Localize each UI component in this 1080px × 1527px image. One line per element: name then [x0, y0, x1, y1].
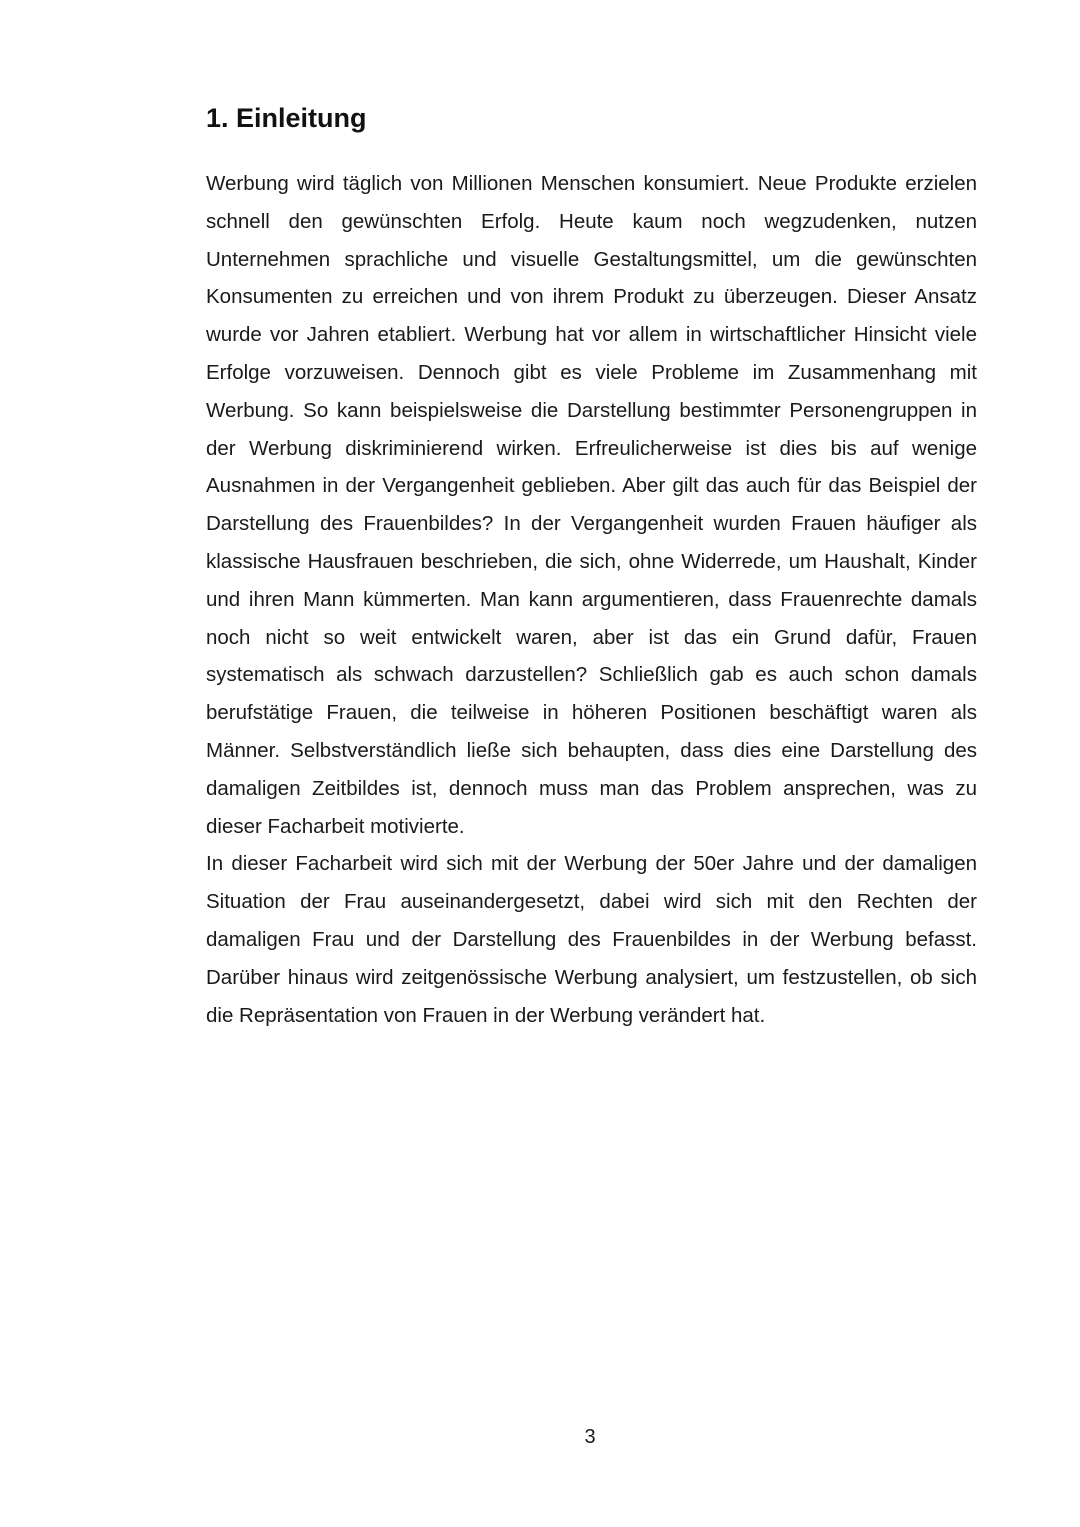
paragraph-1: Werbung wird täglich von Millionen Menschen konsumiert. Neue Produkte erzielen schnell den gewünschten Erfolg. Heute kaum noch wegzudenken, nutzen Unternehmen sprachliche und visuelle Gestaltungsmittel, um die gewünschten Konsumenten zu erreichen und von ihrem Produkt zu überzeugen. Dieser Ansatz wurde vor Jahren etabliert. Werbung hat vor allem in wirtschaftlicher Hinsicht viele Erfolge vorzuweisen. Dennoch gibt es viele Probleme im Zusammenhang mit Werbung. So kann beispielsweise die Darstellung bestimmter Personengruppen in der Werbung diskriminierend wirken. Erfreulicherweise ist dies bis auf wenige Ausnahmen in der Vergangenheit geblieben. Aber gilt das auch für das Beispiel der Darstellung des Frauenbildes? In der Vergangenheit wurden Frauen häufiger als klassische Hausfrauen beschrieben, die sich, ohne Widerrede, um Haushalt, Kinder und ihren Mann kümmerten. Man kann argumentieren, dass Frauenrechte damals noch nicht so weit entwickelt waren, aber ist das ein Grund dafür, Frauen systematisch als schwach darzustellen? Schließlich gab es auch schon damals berufstätige Frauen, die teilweise in höheren Positionen beschäftigt waren als Männer. Selbstverständlich ließe sich behaupten, dass dies eine Darstellung des damaligen Zeitbildes ist, dennoch muss man das Problem ansprechen, was zu dieser Facharbeit motivierte. [206, 172, 977, 838]
body-text [206, 165, 977, 1034]
paragraph-2: In dieser Facharbeit wird sich mit der Werbung der 50er Jahre und der damaligen Situation der Frau auseinandergesetzt, dabei wird sich mit den Rechten der damaligen Frau und der Darstellung des Frauenbildes in der Werbung befasst. Darüber hinaus wird zeitgenössische Werbung analysiert, um festzustellen, ob sich die Repräsentation von Frauen in der Werbung verändert hat. [206, 852, 977, 1027]
section-heading: 1. Einleitung [206, 103, 367, 133]
page-number: 3 [584, 1426, 596, 1448]
